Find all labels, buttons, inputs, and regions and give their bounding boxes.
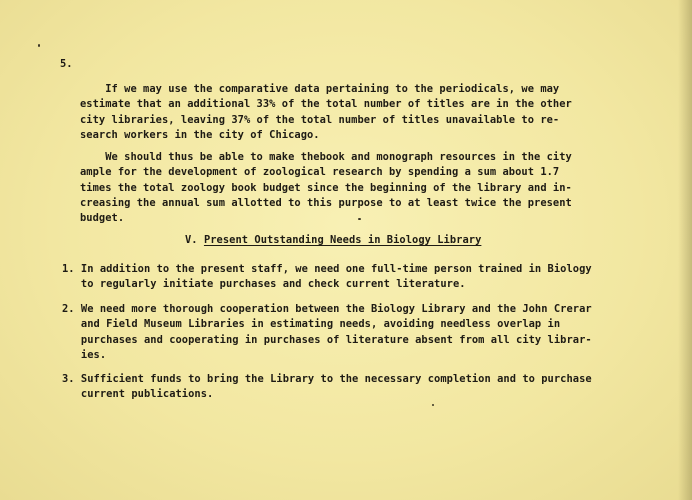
page-edge-shadow (678, 0, 692, 500)
ink-speck (38, 44, 40, 47)
page-number: 5. (60, 58, 73, 70)
list-item: 3. Sufficient funds to bring the Library to the necessary completion and to purchase current publications. (62, 373, 592, 401)
ink-speck (432, 404, 434, 406)
paragraph-periodicals: If we may use the comparative data pertaining to the periodicals, we may estimate that an additional 33% of the total number of titles are in the other city libraries, leaving 37% of the total number of titles unavailable to re- search workers in the city of Chicago. (80, 83, 572, 141)
section-heading (185, 233, 481, 248)
section-title: Present Outstanding Needs in Biology Library (203, 234, 482, 246)
paragraph-book-resources: We should thus be able to make thebook and monograph resources in the city ample for the development of zoological research by spending a sum about 1.7 times the total zoology book budget since the beginning of the library and in- creasing the annual sum allotted to this purpose to at least twice the present budget. (80, 151, 572, 225)
list-item: 1. In addition to the present staff, we need one full-time person trained in Biology to regularly initiate purchases and check current literature. (62, 263, 592, 291)
section-numeral: V. (185, 234, 198, 246)
list-item: 2. We need more thorough cooperation between the Biology Library and the John Crerar and Field Museum Libraries in estimating needs, avoiding needless overlap in purchases and cooperating in purchases of literature absent from all city librar- ies. (62, 303, 592, 361)
